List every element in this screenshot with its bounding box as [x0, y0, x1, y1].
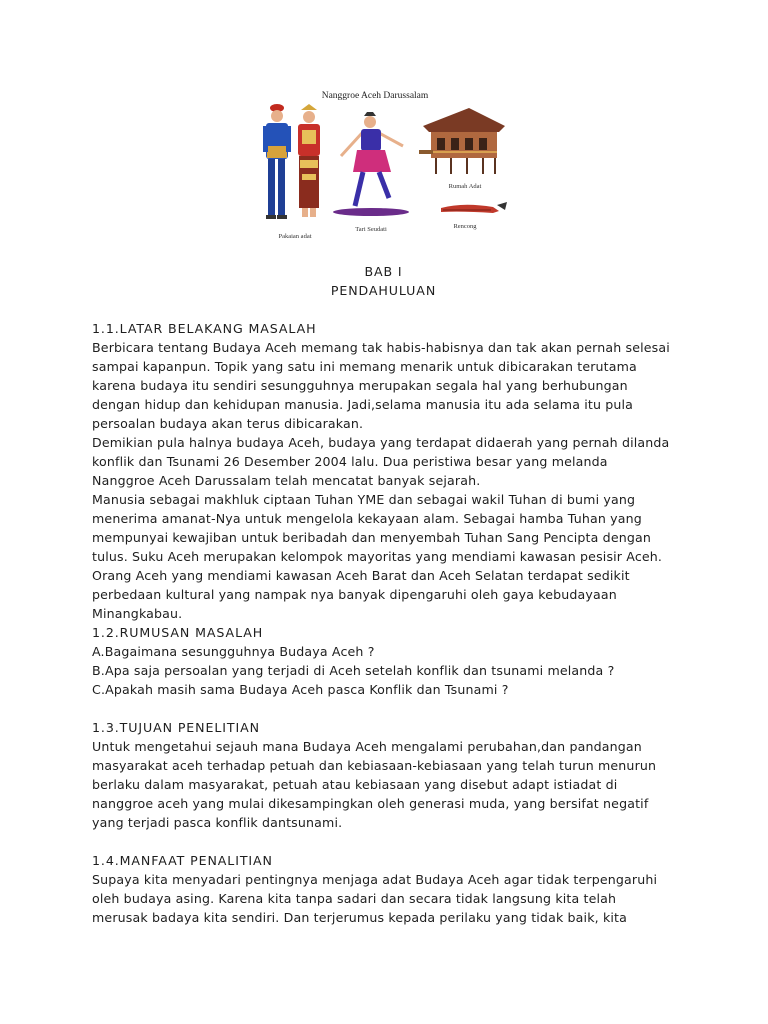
document-body	[92, 262, 692, 927]
chapter-number: BAB I	[364, 264, 403, 279]
chapter-title: PENDAHULUAN	[330, 283, 437, 298]
paragraph-latar-belakang-3: Manusia sebagai makhluk ciptaan Tuhan YME dan sebagai wakil Tuhan di bumi yang menerima amanat-Nya untuk mengelola kekayaan alam. Sebagai hamba Tuhan yang mempunyai kewajiban untuk beribadah dan menyembah Tuhan Sang Pencipta dengan tulus. Suku Aceh merupakan kelompok mayoritas yang mendiami kawasan pesisir Aceh. Orang Aceh yang mendiami kawasan Aceh Barat dan Aceh Selatan terdapat sedikit perbedaan kultural yang nampak nya banyak dipengaruhi oleh gaya kebudayaan Minangkabau.	[92, 492, 663, 621]
section-heading-rumusan-masalah: 1.2.RUMUSAN MASALAH	[92, 625, 264, 640]
paragraph-latar-belakang-1: Berbicara tentang Budaya Aceh memang tak habis-habisnya dan tak akan pernah selesai sampai kapanpun. Topik yang satu ini memang menarik untuk dibicarakan terutama karena budaya itu sendiri sesungguhnya merupakan segala hal yang berhubungan dengan hidup dan kehidupan manusia. Jadi,selama manusia itu ada selama itu pula persoalan budaya akan terus dibicarakan.	[92, 340, 670, 431]
paragraph-latar-belakang-2: Demikian pula halnya budaya Aceh, budaya yang terdapat didaerah yang pernah dilanda konflik dan Tsunami 26 Desember 2004 lalu. Dua peristiwa besar yang melanda Nanggroe Aceh Darussalam telah mencatat banyak sejarah.	[92, 435, 670, 488]
list-item: C.Apakah masih sama Budaya Aceh pasca Konflik dan Tsunami ?	[92, 682, 509, 697]
paragraph-tujuan-penelitian: Untuk mengetahui sejauh mana Budaya Aceh mengalami perubahan,dan pandangan masyarakat aceh terhadap petuah dan kebiasaan-kebiasaan yang telah turun menurun berlaku dalam masyarakat, petuah atau kebiasaan yang disebut adapt istiadat di nanggroe aceh yang mulai dikesampingkan oleh generasi muda, yang bersifat negatif yang terjadi pasca konflik dantsunami.	[92, 739, 657, 830]
label-rumah-adat: Rumah Adat	[448, 183, 482, 190]
list-item: B.Apa saja persoalan yang terjadi di Aceh setelah konflik dan tsunami melanda ?	[92, 663, 615, 678]
section-heading-tujuan-penelitian: 1.3.TUJUAN PENELITIAN	[92, 720, 260, 735]
label-rencong: Rencong	[453, 223, 477, 230]
illustration-svg	[253, 86, 511, 244]
label-tari-seudati: Tari Seudati	[355, 226, 387, 233]
paragraph-manfaat-penelitian: Supaya kita menyadari pentingnya menjaga adat Budaya Aceh agar tidak terpengaruhi oleh budaya asing. Karena kita tanpa sadari dan secara tidak langsung kita telah merusak badaya kita sendiri. Dan terjerumus kepada perilaku yang tidak baik, kita	[92, 872, 658, 925]
culture-illustration	[253, 86, 511, 244]
section-heading-manfaat-penelitian: 1.4.MANFAAT PENALITIAN	[92, 853, 273, 868]
list-item: A.Bagaimana sesungguhnya Budaya Aceh ?	[92, 644, 375, 659]
section-heading-latar-belakang: 1.1.LATAR BELAKANG MASALAH	[92, 321, 317, 336]
label-pakaian-adat: Pakaian adat	[278, 233, 312, 240]
illustration-title: Nanggroe Aceh Darussalam	[321, 91, 429, 101]
